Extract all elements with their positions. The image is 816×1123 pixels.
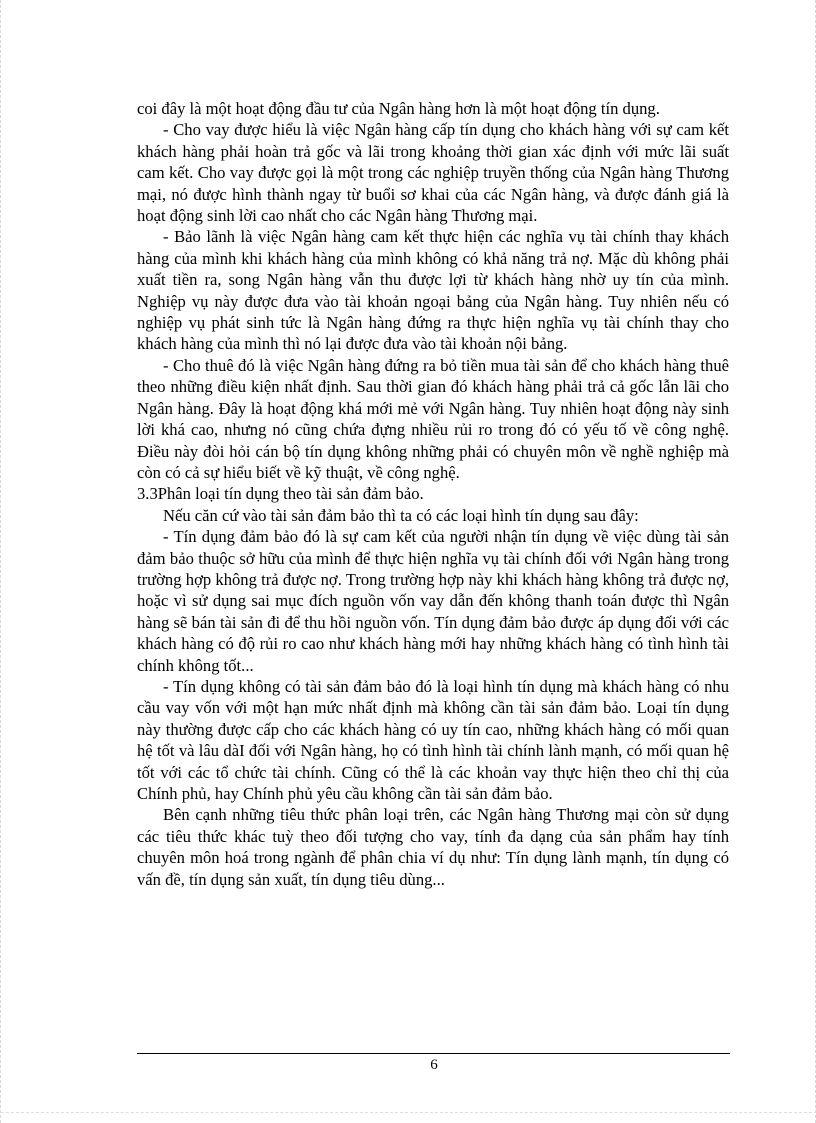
paragraph-secured-credit: - Tín dụng đảm bảo đó là sự cam kết của người nhận tín dụng về việc dùng tài sản đảm bảo thuộc sở hữu của mình để thực hiện nghĩa vụ tài chính đối với Ngân hàng trong trường hợp không trả được nợ. Trong trường hợp này khi khách hàng không trả được nợ, hoặc vì sử dụng sai mục đích nguồn vốn vay dẫn đến không thanh toán được thì Ngân hàng sẽ bán tài sản đi để thu hồi nguồn vốn. Tín dụng đảm bảo được áp dụng đối với các khách hàng có độ rủi ro cao như khách hàng mới hay những khách hàng có tình hình tài chính không tốt... [137,527,729,675]
paragraph-other-criteria: Bên cạnh những tiêu thức phân loại trên, các Ngân hàng Thương mại còn sử dụng các tiêu thức khác tuỳ theo đối tượng cho vay, tính đa dạng của sản phẩm hay tính chuyên môn hoá trong ngành để phân chia ví dụ như: Tín dụng lành mạnh, tín dụng có vấn đề, tín dụng sản xuất, tín dụng tiêu dùng... [137,805,729,889]
paragraph-guarantee: - Bảo lãnh là việc Ngân hàng cam kết thực hiện các nghĩa vụ tài chính thay khách hàng của mình khi khách hàng của mình không có khả năng trả nợ. Mặc dù không phải xuất tiền ra, song Ngân hàng vẫn thu được lợi từ khách hàng nhờ uy tín của mình. Nghiệp vụ này được đưa vào tài khoản ngoại bảng của Ngân hàng. Tuy nhiên nếu có nghiệp vụ phát sinh tức là Ngân hàng đứng ra thực hiện nghĩa vụ tài chính thay cho khách hàng của mình thì nó lại được đưa vào tài khoản nội bảng. [137,227,729,354]
paragraph-collateral-intro: Nếu căn cứ vào tài sản đảm bảo thì ta có các loại hình tín dụng sau đây: [163,505,639,525]
page-bottom-edge [1,1112,816,1113]
footer-divider [137,1053,730,1054]
paragraph-lending: - Cho vay được hiểu là việc Ngân hàng cấp tín dụng cho khách hàng với sự cam kết khách hàng phải hoàn trả gốc và lãi trong khoảng thời gian xác định với mức lãi suất cam kết. Cho vay được gọi là một trong các nghiệp truyền thống của Ngân hàng Thương mại, nó được hình thành ngay từ buổi sơ khai của các Ngân hàng, và được đánh giá là hoạt động sinh lời cao nhất cho các Ngân hàng Thương mại. [137,120,729,226]
body-text [137,98,729,890]
section-heading-collateral: 3.3Phân loại tín dụng theo tài sản đảm bảo. [137,484,424,504]
paragraph-leasing: - Cho thuê đó là việc Ngân hàng đứng ra bỏ tiền mua tài sản để cho khách hàng thuê theo những điều kiện nhất định. Sau thời gian đó khách hàng phải trả cả gốc lẫn lãi cho Ngân hàng. Đây là hoạt động khá mới mẻ với Ngân hàng. Tuy nhiên hoạt động này sinh lời khá cao, nhưng nó cũng chứa đựng nhiều rủi ro trong đó có yếu tố về công nghệ. Điều này đòi hỏi cán bộ tín dụng không những phải có chuyên môn về nghề nghiệp mà còn có cả sự hiểu biết về kỹ thuật, về công nghệ. [137,355,729,482]
paragraph-unsecured-credit: - Tín dụng không có tài sản đảm bảo đó là loại hình tín dụng mà khách hàng có nhu cầu vay vốn với một hạn mức nhất định mà không cần tài sản đảm bảo. Loại tín dụng này thường được cấp cho các khách hàng có uy tín cao, những khách hàng có mối quan hệ tốt và lâu dàI đối với Ngân hàng, họ có tình hình tài chính lành mạnh, có mối quan hệ tốt với các tổ chức tài chính. Cũng có thể là các khoản vay thực hiện theo chỉ thị của Chính phủ, hay Chính phủ yêu cầu không cần tài sản đảm bảo. [137,676,729,803]
page-number: 6 [430,1057,438,1073]
paragraph-investment-continuation: coi đây là một hoạt động đầu tư của Ngân hàng hơn là một hoạt động tín dụng. [137,99,660,118]
